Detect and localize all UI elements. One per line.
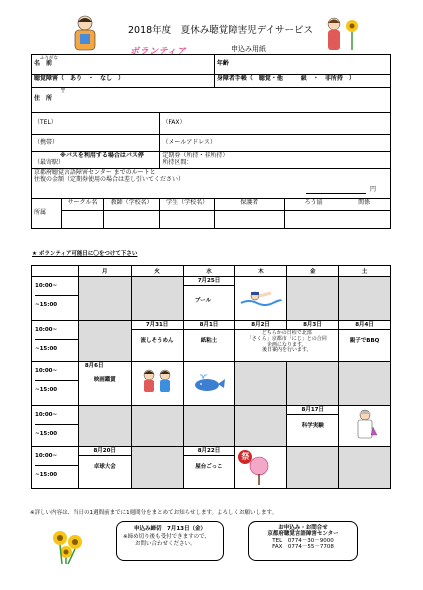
day-cell-empty (339, 277, 391, 321)
address-label: 住 所 (34, 94, 53, 102)
day-cell-empty (78, 277, 131, 321)
day-cell-8-22[interactable]: 8月22日 屋台ごっこ (183, 447, 235, 489)
whale-illustration-cell (183, 362, 235, 406)
day-cell-8-6[interactable]: 8月6日 映画鑑賞 (78, 362, 131, 406)
commute-pass-cell[interactable] (160, 152, 391, 169)
joint-event-note: どちらかの日程で北部 「さくら」京都市「にじ」との合同 企画になります。 後日案内を行います。 (246, 330, 327, 354)
time-slot: 10:00~ ~15:00 (32, 406, 79, 447)
tel-cell[interactable] (32, 113, 160, 135)
time-slot: 10:00~ ~15:00 (32, 447, 79, 489)
schedule-corner (32, 266, 79, 277)
fax-label: （FAX） (162, 119, 186, 126)
event-movie: 映画鑑賞 (93, 377, 116, 383)
address-cell[interactable] (32, 88, 391, 113)
fan-icon (245, 452, 275, 486)
event-stall-play: 屋台ごっこ (195, 464, 223, 470)
day-cell-8-1[interactable]: 8月1日 紙粘土 (183, 321, 235, 362)
name-label: 名 前 (34, 60, 53, 68)
day-cell-empty (235, 406, 287, 447)
day-header-sat: 土 (339, 266, 391, 277)
contact-heading: お申込み・お問合せ (278, 525, 328, 531)
route-line-2: 往復の金額（定期券使用の場合は差し引いてください） (34, 175, 185, 183)
affil-head-circle: サークル名 (62, 199, 104, 211)
festival-badge: 祭 (238, 450, 252, 464)
day-header-fri: 金 (287, 266, 339, 277)
mail-cell[interactable] (160, 135, 391, 152)
time-slot: 10:00~ ~15:00 (32, 277, 79, 321)
affil-head-guardian: 保護者 (214, 199, 284, 211)
scientist-icon (350, 407, 380, 443)
mobile-cell[interactable] (32, 135, 160, 152)
affil-head-student: 学生（学校名） (160, 199, 214, 211)
swimming-icon (235, 283, 285, 313)
hearing-disability-label: 聴覚障害（ あり ・ なし ） (34, 75, 125, 82)
contact-tel: TEL 0774－30－9000 (272, 537, 334, 544)
event-bbq: 親子でBBQ (349, 338, 380, 344)
day-header-wed: 水 (183, 266, 235, 277)
deadline-note-1: ※締め切り後も受付できますので、 (123, 534, 210, 541)
footer-note: ※詳しい内容は、当日の1週間前までに1週間分をまとめてお知らせします。よろしくお願いします。 (30, 510, 278, 516)
affil-value-circle[interactable] (62, 211, 104, 229)
day-header-thu: 木 (235, 266, 287, 277)
tel-label: （TEL） (34, 119, 57, 126)
deadline-note-2: お問い合わせください。 (135, 540, 196, 547)
day-cell-7-25[interactable]: 7月25日 プール (183, 277, 235, 321)
affil-value-guardian[interactable] (214, 211, 284, 229)
postal-mark: 〒 (60, 88, 67, 95)
day-header-tue: 火 (131, 266, 183, 277)
kids-illustration-cell (131, 362, 183, 406)
contact-org: 京都府聴覚言語障害センター (267, 531, 339, 538)
affiliation-label-cell (32, 199, 62, 229)
day-cell-empty (131, 406, 183, 447)
contact-fax: FAX 0774－55－7708 (272, 543, 334, 550)
affiliation-label: 所属 (34, 209, 47, 217)
day-header-mon: 月 (78, 266, 131, 277)
deadline-box (116, 521, 224, 561)
age-cell[interactable] (214, 55, 390, 75)
hearing-disability-cell[interactable] (32, 75, 215, 88)
scientist-illustration-cell (339, 406, 391, 447)
yen-label: 円 (369, 186, 376, 194)
day-cell-empty (339, 447, 391, 489)
schedule-table (31, 265, 391, 489)
application-form-table (31, 54, 391, 229)
whale-icon (191, 373, 227, 393)
affil-head-teacher: 教師（学校名） (103, 199, 160, 211)
affil-head-deaf-assoc: ろう協 関係 (284, 199, 390, 211)
volunteer-subtitle: ボランティア (130, 47, 187, 57)
day-cell-empty (287, 362, 339, 406)
event-science: 科学実験 (301, 423, 324, 429)
disability-handbook-label: 身障者手帳（ 聴覚・他 級 ・ 非所持 ） (216, 75, 355, 82)
day-cell-8-17[interactable]: 8月17日 科学実験 (287, 406, 339, 447)
affil-value-deaf-assoc[interactable] (284, 211, 390, 229)
availability-instruction: ★ ボランティア可能日に〇をつけて下さい (32, 251, 138, 257)
day-cell-empty (78, 406, 131, 447)
fax-cell[interactable] (160, 113, 391, 135)
station-label: （最寄駅） (34, 158, 65, 166)
event-pool: プール (194, 298, 212, 304)
form-label: 申込み用紙 (231, 45, 266, 53)
furigana-label: ふりがな (40, 56, 58, 61)
affil-value-student[interactable] (160, 211, 214, 229)
mobile-label: （携帯） (34, 139, 59, 146)
day-cell-empty (287, 277, 339, 321)
day-cell-empty (131, 277, 183, 321)
name-cell[interactable] (32, 55, 215, 75)
sunflower-illustration (50, 528, 86, 566)
page-title: 2018年度 夏休み聴覚障害児デイサービス (128, 25, 314, 36)
day-cell-empty (339, 362, 391, 406)
day-cell-empty (235, 362, 287, 406)
day-cell-7-31[interactable]: 7月31日 流しそうめん (131, 321, 183, 362)
children-icon (137, 367, 177, 399)
day-cell-empty (183, 406, 235, 447)
affil-value-teacher[interactable] (103, 211, 160, 229)
festival-illustration-cell (235, 447, 287, 489)
fare-underline (306, 193, 366, 194)
time-slot: 10:00~ ~15:00 (32, 321, 79, 362)
route-cell[interactable] (32, 169, 391, 199)
day-cell-empty (78, 321, 131, 362)
commute-pass-label: 定期券（所持・非所持） (162, 152, 229, 159)
contact-box (248, 521, 358, 561)
event-clay: 紙粘土 (200, 338, 218, 344)
day-cell-empty (287, 447, 339, 489)
route-line-1: 京都府聴覚言語障害センター までのルートと (34, 169, 156, 176)
bus-note: ※バスを利用する場合はバス停 (60, 152, 144, 159)
mascot-right-illustration (322, 14, 362, 54)
deadline-text: 申込み締切 7月13日（金） (134, 526, 206, 532)
mascot-left-illustration (70, 14, 100, 52)
station-cell[interactable] (32, 152, 160, 169)
day-cell-empty (131, 447, 183, 489)
disability-handbook-cell[interactable] (214, 75, 390, 88)
time-slot: 10:00~ ~15:00 (32, 362, 79, 406)
day-cell-8-20[interactable]: 8月20日 卓球大会 (78, 447, 131, 489)
event-nagashi-somen: 流しそうめん (140, 338, 174, 344)
pool-illustration-cell (235, 277, 287, 321)
age-label: 年齢 (216, 60, 229, 67)
event-table-tennis: 卓球大会 (93, 464, 116, 470)
day-cell-8-4[interactable]: 8月4日 親子でBBQ (339, 321, 391, 362)
day-cell-8-2-8-3[interactable]: 8月2日 8月3日 どちらかの日程で北部 「さくら」京都市「にじ」との合同 企画になります。 後日案内を行います。 (235, 321, 339, 362)
mail-label: （メールアドレス） (162, 139, 217, 146)
commute-section-label: 所持区間： (162, 158, 193, 166)
